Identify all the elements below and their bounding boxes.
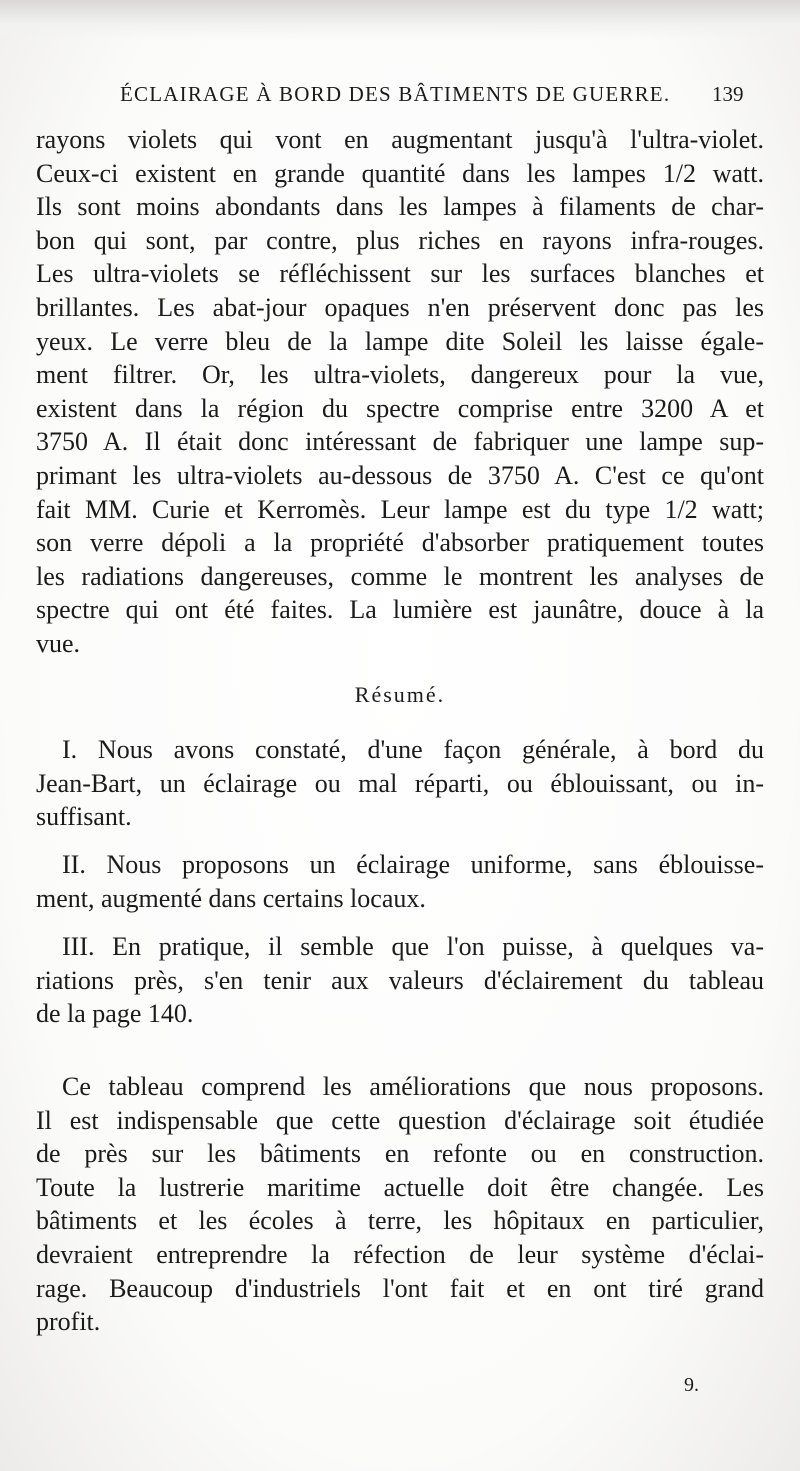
text-line: bâtiments et les écoles à terre, les hôpitaux en particulier,: [36, 1206, 764, 1236]
page-number: 139: [712, 82, 744, 106]
paragraph-point-two: [36, 848, 764, 915]
text-line: rage. Beaucoup d'industriels l'ont fait et en ont tiré grand: [36, 1273, 764, 1303]
text-line: primant les ultra-violets au-dessous de 3750 A. C'est ce qu'ont: [36, 460, 764, 490]
section-heading-resume: Résumé.: [354, 682, 446, 707]
text-line: ment, augmenté dans certains locaux.: [36, 883, 426, 913]
text-line: suffisant.: [36, 802, 132, 832]
text-line: III. En pratique, il semble que l'on puisse, à quelques va-: [62, 932, 764, 961]
page-top-edge: [0, 0, 800, 40]
text-line: 3750 A. Il était donc intéressant de fabriquer une lampe sup-: [36, 427, 764, 457]
text-line: brillantes. Les abat-jour opaques n'en préservent donc pas les: [36, 292, 764, 322]
text-line: de la page 140.: [36, 999, 194, 1029]
text-line: II. Nous proposons un éclairage uniforme, sans éblouisse-: [62, 850, 764, 879]
text-line: Ce tableau comprend les améliorations que nous proposons.: [62, 1072, 764, 1101]
text-line: les radiations dangereuses, comme le montrent les analyses de: [36, 561, 764, 591]
text-line: existent dans la région du spectre comprise entre 3200 A et: [36, 393, 764, 423]
text-line: riations près, s'en tenir aux valeurs d'éclairement du tableau: [36, 965, 764, 995]
text-line: yeux. Le verre bleu de la lampe dite Soleil les laisse égale-: [36, 326, 764, 356]
text-line: son verre dépoli a la propriété d'absorber pratiquement toutes: [36, 528, 764, 558]
text-line: I. Nous avons constaté, d'une façon générale, à bord du: [62, 735, 764, 764]
text-line: ment filtrer. Or, les ultra-violets, dangereux pour la vue,: [36, 360, 764, 390]
text-line: vue.: [36, 628, 81, 658]
text-line: Ils sont moins abondants dans les lampes à filaments de char-: [36, 192, 764, 222]
text-line: Les ultra-violets se réfléchissent sur les surfaces blanches et: [36, 259, 764, 289]
text-line: Jean-Bart, un éclairage ou mal réparti, ou éblouissant, ou in-: [36, 768, 764, 798]
text-line: de près sur les bâtiments en refonte ou en construction.: [36, 1139, 764, 1169]
text-line: Ceux-ci existent en grande quantité dans les lampes 1/2 watt.: [36, 158, 764, 188]
text-line: profit.: [36, 1307, 101, 1337]
text-line: rayons violets qui vont en augmentant jusqu'à l'ultra-violet.: [36, 125, 764, 154]
paragraph-ultraviolet: [36, 123, 764, 661]
text-line: spectre qui ont été faites. La lumière est jaunâtre, douce à la: [36, 595, 764, 625]
text-line: fait MM. Curie et Kerromès. Leur lampe est du type 1/2 watt;: [36, 494, 764, 524]
paragraph-point-three: [36, 930, 764, 1031]
paragraph-point-one: [36, 733, 764, 834]
text-line: devraient entreprendre la réfection de leur système d'éclai-: [36, 1239, 764, 1269]
text-line: bon qui sont, par contre, plus riches en rayons infra-rouges.: [36, 225, 764, 255]
paragraph-conclusion: [36, 1070, 764, 1339]
running-head: ÉCLAIRAGE À BORD DES BÂTIMENTS DE GUERRE.: [120, 82, 671, 106]
text-line: Toute la lustrerie maritime actuelle doit être changée. Les: [36, 1172, 764, 1202]
folio-signature: 9.: [684, 1374, 699, 1396]
text-line: Il est indispensable que cette question d'éclairage soit étudiée: [36, 1105, 764, 1135]
